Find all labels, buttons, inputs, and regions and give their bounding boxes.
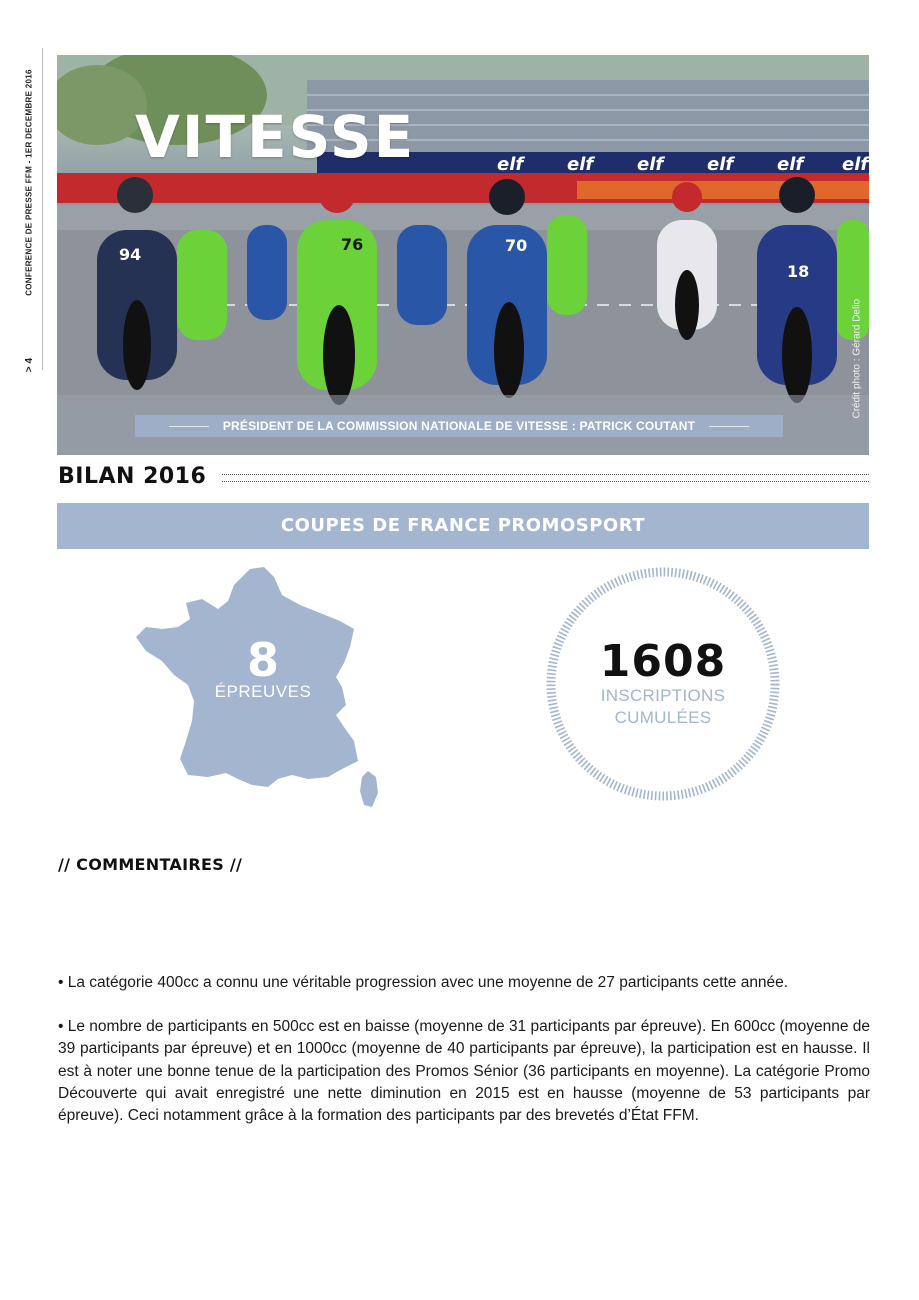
caption-dash-right: [709, 426, 749, 427]
photo-credit: Crédit photo : Gérard Delio: [851, 298, 863, 419]
events-count: 8: [246, 633, 279, 687]
elf-logo: elf: [567, 154, 594, 175]
elf-logo: elf: [842, 154, 869, 175]
running-header-text: CONFERENCE DE PRESSE FFM - 1ER DECEMBRE 2016: [24, 69, 34, 296]
page-number: > 4: [24, 357, 35, 373]
elf-logo: elf: [637, 154, 664, 175]
race-number: 18: [787, 262, 810, 281]
running-header: [24, 48, 36, 378]
bilan-rule: [222, 474, 869, 482]
elf-logo: elf: [777, 154, 804, 175]
elf-logo: elf: [707, 154, 734, 175]
race-number: 70: [505, 236, 528, 255]
registrations-label-line2: CUMULÉES: [614, 708, 712, 727]
president-caption: [135, 415, 783, 437]
comment-paragraph-2: • Le nombre de participants en 500cc est en baisse (moyenne de 31 participants par épreuve). En 600cc (moyenne de 39 participants par épreuve) et en 1000cc (moyenne de 40 participants par épreuve), la participation est en hausse. Il est à noter une bonne tenue de la participation des Promos Sénior (36 participants en moyenne). La catégorie Promo Découverte qui avait enregistré une nette diminution en 2015 est en hausse (moyenne de 53 participants par épreuve). Ceci notamment grâce à la formation des participants par des brevetés d’État FFM.: [58, 1018, 870, 1125]
comment-paragraph-1: • La catégorie 400cc a connu une véritable progression avec une moyenne de 27 participants cette année.: [58, 974, 789, 991]
bilan-heading: BILAN 2016: [58, 464, 207, 489]
registrations-count: 1608: [599, 636, 727, 687]
promosport-banner: COUPES DE FRANCE PROMOSPORT: [57, 503, 869, 549]
registrations-label: [563, 685, 763, 729]
registrations-label-line1: INSCRIPTIONS: [600, 686, 726, 705]
caption-dash-left: [169, 426, 209, 427]
race-number: 76: [341, 235, 364, 254]
section-title: VITESSE: [135, 103, 416, 171]
comments-heading: // COMMENTAIRES //: [58, 855, 243, 874]
hero-photo: [57, 55, 869, 455]
president-caption-text: PRÉSIDENT DE LA COMMISSION NATIONALE DE VITESSE : PATRICK COUTANT: [222, 419, 696, 433]
race-number: 94: [119, 245, 142, 264]
rail-divider: [42, 48, 43, 370]
elf-logo: elf: [497, 154, 524, 175]
events-label: ÉPREUVES: [214, 682, 312, 701]
